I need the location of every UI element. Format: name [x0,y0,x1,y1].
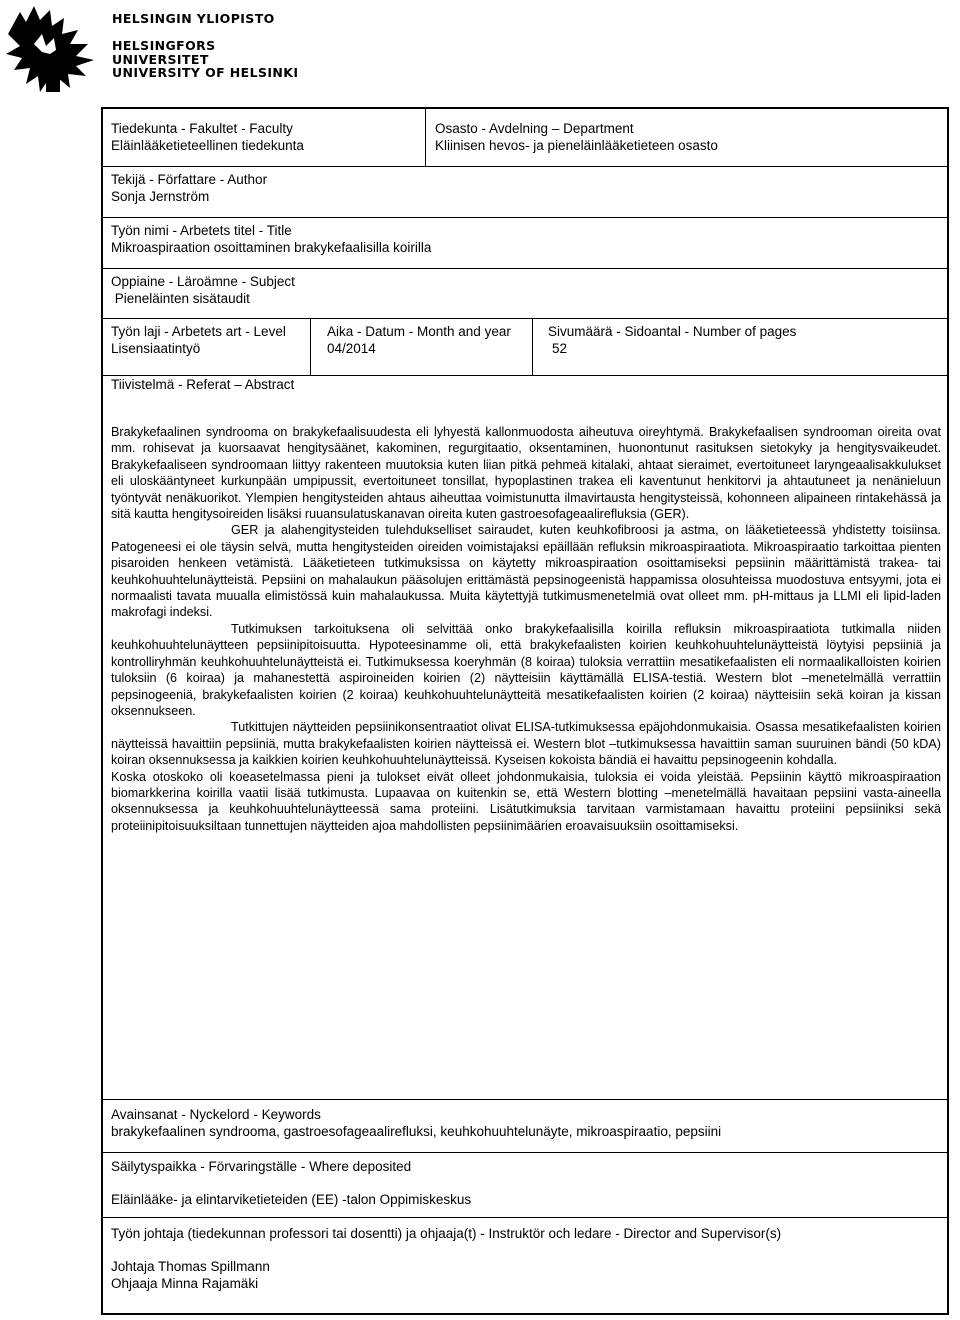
subject-label: Oppiaine - Läroämne - Subject [111,274,295,289]
abstract-paragraph: Tutkimuksen tarkoituksena oli selvittää onko brakykefaalisilla koirilla refluksin mikroaspiraatiota tutkimalla niiden keuhkohuuhtelunäytteen pepsiinipitoisuutta. Hypoteesinamme oli, että brakykefaalisten koirien keuhkohuuhtelunäytteistä löytyisi pepsiiniä ja kontrolliryhmän keuhkohuuhtelunäytteistä ei. Tutkimuksessa koeryhmän (8 koiraa) tuloksia verrattiin mesatikefaalisten eli normaalikalloisten koirien tuloksiin (6 koiraa) ja mahanestettä aspiroineiden koirien (2) näytteisiin käyttämällä ELISA-testiä. Western blot –menetelmällä verrattiin pepsinogeeniä, brakykefaalisten koirien (2 koiraa) keuhkohuuhtelunäytteitä mesatikefaalisten koirien (2 koiraa) näytteisiin sekä koiran ja kissan oksennukseen. [111,621,941,718]
divider [103,268,947,269]
deposited-field [111,1158,471,1208]
author-field [111,171,267,205]
abstract-paragraph: Brakykefaalinen syndrooma on brakykefaalisuudesta eli lyhyestä kallonmuodosta aiheutuva oireyhtymä. Brakykefaalisen syndrooman oireita ovat mm. rohisevat ja kuorsaavat hengitysäänet, kakominen, regurgitaatio, oksentaminen, huonontunut rasituksen sietokyky ja hengitysvaikeudet. Brakykefaaliseen syndroomaan liittyy rakenteen muutoksia kuten liian pitkä pehmeä kitalaki, ahtaat sieraimet, evertoituneet laryngeaalisakkulukset eli uloskääntyneet kurkunpään umpipussit, evertoituneet tonsillat, hypoplastinen trakea eli kaventunut henkitorvi ja ahtautuneet ja nenänieluun työntyvät nenäkuorikot. Ylempien hengitysteiden ahtaus aiheuttaa voimistunutta ilmavirtausta hengitysteissä, kohonneen alipaineen rintakehässä ja sitä kautta hengitysoireiden lisäksi ruuansulatuskanavan oireita kuten gastroesofageaalirefluksia (GER). [111,425,941,522]
logo-line-swedish: HELSINGFORS UNIVERSITET [112,38,216,67]
title-label: Työn nimi - Arbetets titel - Title [111,223,292,238]
keywords-field [111,1106,721,1140]
abstract-paragraph: Tutkittujen näytteiden pepsiinikonsentraatiot olivat ELISA-tutkimuksessa epäjohdonmukaisia. Osassa mesatikefaalisten koirien näytteissä havaittiin pepsiiniä, mutta brakykefaalisten koirien näytteissä ei. Western blot –tutkimuksessa havaittiin saman suuruinen bändi (50 kDA) koiran oksennuksessa ja kaikkien koirien keuhkohuuhtelunäytteissä. Kyseisen kokoista bändiä ei havaittu pepsinogeenin kohdalla. [111,720,941,768]
author-label: Tekijä - Författare - Author [111,172,268,187]
supervisor-field [111,1225,781,1292]
abstract-paragraph: GER ja alahengitysteiden tulehdukselliset sairaudet, kuten keuhkofibroosi ja astma, on lääketieteessä yhdistetty toisiinsa. Patogeneesi ei ole täysin selvä, mutta hengitysteiden oireiden voimistajaksi epäillään refluksin mikroaspiraatiota. Mikroaspiraatio tarkoittaa pienten pisaroiden henkeen vetämistä. Lääketieteen tutkimuksissa on käytetty mikroaspiraation osoittamiseksi pepsiinin määrittämistä trakea- tai keuhkohuuhtelunäytteistä. Pepsiini on mahalaukun pääsolujen erittämästä pepsinogeenistä happamissa olosuhteissa muodostuva entsyymi, jota ei normaalisti tavata muualla elimistössä kuin mahalaukussa. Muita käytettyjä tutkimusmenetelmiä ovat olleet mm. pH-mittaus ja LLMI eli lipid-laden makrofagi indeksi. [111,523,941,620]
department-field [435,120,718,154]
divider [103,1099,947,1100]
divider [103,217,947,218]
faculty-label: Tiedekunta - Fakultet - Faculty [111,121,293,136]
title-value: Mikroaspiraation osoittaminen brakykefaalisilla koirilla [111,240,432,255]
abstract-form [101,107,949,1315]
title-field [111,222,431,256]
divider [103,1217,947,1218]
keywords-label: Avainsanat - Nyckelord - Keywords [111,1107,321,1122]
logo-line-finnish: HELSINGIN YLIOPISTO [112,11,275,26]
director-name: Johtaja Thomas Spillmann [111,1259,270,1274]
logo-line-english: UNIVERSITY OF HELSINKI [112,65,299,80]
level-field [111,323,286,357]
date-field [327,323,511,357]
author-value: Sonja Jernström [111,189,210,204]
divider [103,318,947,319]
date-value: 04/2014 [327,341,376,356]
divider [103,1152,947,1153]
deposited-value: Eläinlääke- ja elintarviketieteiden (EE) -talon Oppimiskeskus [111,1192,472,1207]
university-logo [6,4,306,96]
subject-field [111,273,295,307]
department-label: Osasto - Avdelning – Department [435,121,634,136]
supervisor-label: Työn johtaja (tiedekunnan professori tai dosentti) ja ohjaaja(t) - Instruktör och ledare - Director and Supervisor(s) [111,1226,782,1241]
divider [103,166,947,167]
date-label: Aika - Datum - Month and year [327,324,511,339]
department-value: Kliinisen hevos- ja pieneläinlääketieteen osasto [435,138,718,153]
deposited-label: Säilytyspaikka - Förvaringställe - Where deposited [111,1159,412,1174]
instructor-name: Ohjaaja Minna Rajamäki [111,1276,259,1291]
pages-label: Sivumäärä - Sidoantal - Number of pages [548,324,797,339]
level-label: Työn laji - Arbetets art - Level [111,324,286,339]
flame-emblem-icon [6,4,106,96]
level-value: Lisensiaatintyö [111,341,201,356]
divider [310,318,311,375]
pages-value: 52 [552,341,568,356]
divider [532,318,533,375]
abstract-label: Tiivistelmä - Referat – Abstract [111,377,295,392]
pages-field [548,323,796,357]
abstract-heading-field [111,376,294,393]
subject-value: Pieneläinten sisätaudit [111,291,250,306]
abstract-paragraph: Koska otoskoko oli koeasetelmassa pieni ja tulokset eivät olleet johdonmukaisia, tuloksia ei voida yleistää. Pepsiinin käyttö mikroaspiraation biomarkkerina koirilla vaatii lisää tutkimusta. Lupaavaa on kuitenkin se, että Western blotting –menetelmällä havaitaan pepsiini vasta-aineella oksennuksessa ja keuhkohuuhtelunäytteessä sama proteiini. Lisätutkimuksia tarvitaan varmistamaan havaittu proteiini pepsiiniksi sekä proteiinipitoisuuksiltaan tunnettujen näytteiden ajoa mahdollisten pepsiinimäärien eroavaisuuksiin osoittamiseksi. [111,769,941,833]
faculty-field [111,120,304,154]
keywords-value: brakykefaalinen syndrooma, gastroesofageaalirefluksi, keuhkohuuhtelunäyte, mikroaspiraatio, pepsiini [111,1124,722,1139]
abstract-body [111,424,941,834]
divider [425,109,426,166]
faculty-value: Eläinlääketieteellinen tiedekunta [111,138,304,153]
